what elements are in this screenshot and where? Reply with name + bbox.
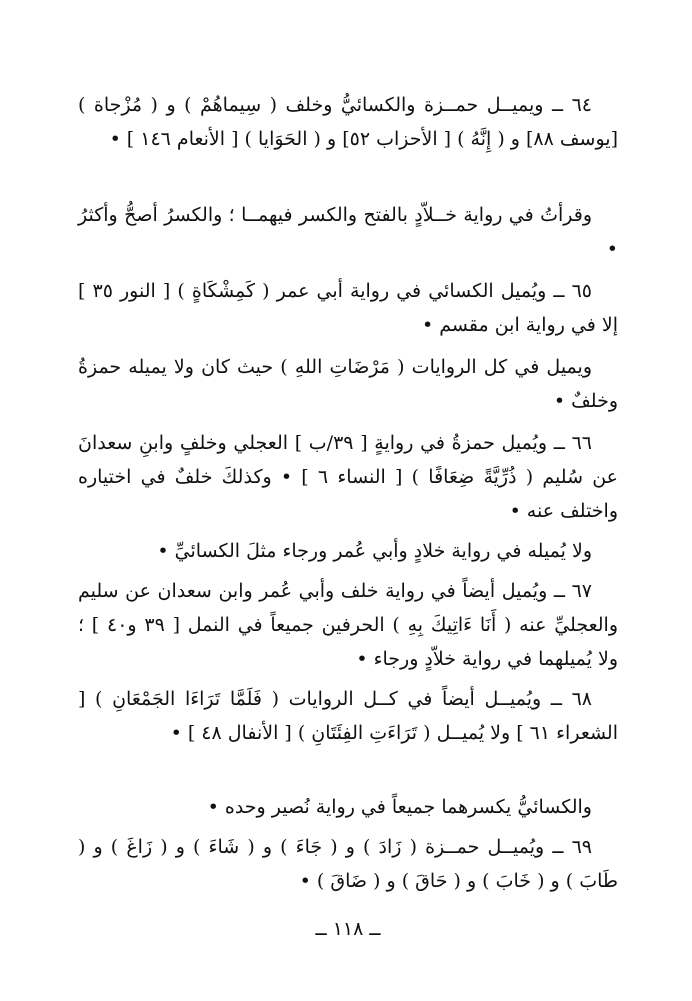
document-page <box>78 88 618 968</box>
paragraph-mardat: ويميل في كل الروايات ( مَرْضَاتِ اللهِ ) حيث كان ولا يميله حمزةُ وخلفٌ • <box>78 356 618 412</box>
paragraph-68: ٦٨ ــ ويُميــل أيضاً في كــل الروايات ( فَلَمَّا تَرَاءَا الجَمْعَانِ ) [ الشعراء ٦١ ] ولا يُميــل ( تَرَاءَتِ الفِئَتَانِ ) [ الأنفال ٤٨ ] • <box>78 688 618 744</box>
paragraph-69: ٦٩ ــ ويُميــل حمــزة ( زَادَ ) و ( جَاءَ ) و ( شَاءَ ) و ( زَاغَ ) و ( طَابَ ) و ( خَابَ ) و ( حَاقَ ) و ( ضَاقَ ) • <box>78 836 618 892</box>
paragraph-67: ٦٧ ــ ويُميل أيضاً في رواية خلف وأبي عُمر وابن سعدان عن سليم والعجليِّ عنه ( أَنَا ءَاتِيكَ بِهِ ) الحرفين جميعاً في النمل [ ٣٩ و٤٠ ] ؛ ولا يُميلهما في رواية خلاّدٍ ورجاء • <box>78 580 619 670</box>
page-number: ــ ١١٨ ــ <box>315 918 381 940</box>
paragraph-readings-note: وقرأتُ في رواية خــلاّدٍ بالفتح والكسر فيهمــا ؛ والكسرُ أصحُّ وأكثرُ • <box>78 204 618 260</box>
paragraph-65: ٦٥ ــ ويُميل الكسائي في رواية أبي عمر ( كَمِشْكَاةٍ ) [ النور ٣٥ ] إلا في رواية ابن مقسم • <box>78 280 618 336</box>
paragraph-khallad: ولا يُميله في رواية خلادٍ وأبي عُمر ورجاء مثلَ الكسائيِّ • <box>157 540 592 562</box>
paragraph-64: ٦٤ ــ ويميــل حمــزة والكسائيُّ وخلف ( سِيماهُمْ ) و ( مُزْجاة ) [يوسف ٨٨] و ( إِنَّهُ ) [ الأحزاب ٥٢] و ( الحَوَايا ) [ الأنعام ١٤٦ ] • <box>78 94 618 150</box>
paragraph-66: ٦٦ ــ ويُميل حمزةُ في روايةٍ [ ٣٩/ب ] العجلي وخلفٍ وابنِ سعدانَ عن سُليم ( ذُرِّيَّةً ضِعَافًا ) [ النساء ٦ ] • وكذلكَ خلفٌ في اختياره واختلف عنه • <box>78 432 618 522</box>
paragraph-kisai-nusayr: والكسائيُّ يكسرهما جميعاً في رواية نُصير وحده • <box>207 796 592 818</box>
